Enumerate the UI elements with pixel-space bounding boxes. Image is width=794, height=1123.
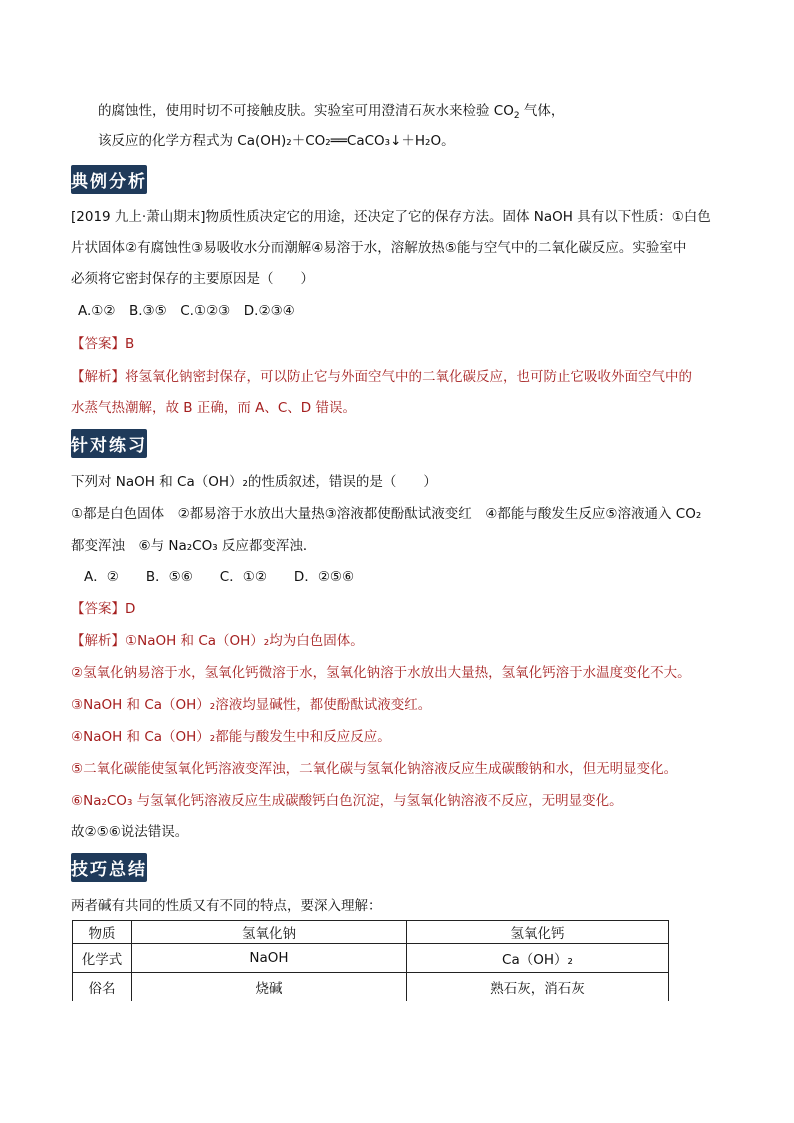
example-question-line-3: 必须将它密封保存的主要原因是（ ）: [71, 271, 314, 287]
intro-line-1: [98, 101, 564, 126]
section-badge-example: 典例分析: [71, 165, 147, 194]
example-analysis-line-2: 水蒸气热潮解，故 B 正确，而 A、C、D 错误。: [71, 400, 356, 416]
practice-question-line-2: ①都是白色固体 ②都易溶于水放出大量热③溶液都使酚酞试液变红 ④都能与酸发生反应⑤溶液通入 CO₂: [71, 506, 702, 522]
intro-line-1-text: 的腐蚀性，使用时切不可接触皮肤。实验室可用澄清石灰水来检验 CO: [98, 103, 514, 119]
table-header-row: [73, 921, 669, 944]
practice-analysis-line-6: ⑥Na₂CO₃ 与氢氧化钙溶液反应生成碳酸钙白色沉淀，与氢氧化钠溶液不反应，无明显变化。: [71, 793, 623, 809]
intro-line-2: 该反应的化学方程式为 Ca(OH)₂＋CO₂══CaCO₃↓＋H₂O。: [98, 133, 455, 149]
example-analysis-line-1: 【解析】将氢氧化钠密封保存，可以防止它与外面空气中的二氧化碳反应，也可防止它吸收外面空气中的: [71, 369, 692, 385]
intro-line-1-subscript: 2: [513, 111, 520, 121]
table-header-cell: 氢氧化钠: [132, 921, 407, 944]
example-question-line-2: 片状固体②有腐蚀性③易吸收水分而潮解④易溶于水，溶解放热⑤能与空气中的二氧化碳反应。实验室中: [71, 240, 687, 256]
table-cell: 熟石灰，消石灰: [407, 973, 669, 1002]
table-cell: 化学式: [73, 944, 132, 973]
example-answer: 【答案】B: [71, 336, 135, 352]
practice-analysis-line-1: 【解析】①NaOH 和 Ca（OH）₂均为白色固体。: [71, 633, 364, 649]
section-badge-practice: 针对练习: [71, 429, 147, 458]
practice-analysis-line-2: ②氢氧化钠易溶于水，氢氧化钙微溶于水，氢氧化钠溶于水放出大量热，氢氧化钙溶于水温度变化不大。: [71, 665, 691, 681]
practice-question-line-1: 下列对 NaOH 和 Ca（OH）₂的性质叙述，错误的是（ ）: [71, 474, 437, 490]
practice-options: A．② B．⑤⑥ C．①② D．②⑤⑥: [84, 569, 355, 585]
table-cell: 烧碱: [132, 973, 407, 1002]
practice-answer: 【答案】D: [71, 601, 136, 617]
table-header-cell: 氢氧化钙: [407, 921, 669, 944]
example-question-line-1: [2019 九上·萧山期末]物质性质决定它的用途，还决定了它的保存方法。固体 NaOH 具有以下性质：①白色: [71, 209, 711, 225]
practice-analysis-line-3: ③NaOH 和 Ca（OH）₂溶液均显碱性，都使酚酞试液变红。: [71, 697, 432, 713]
comparison-table: [72, 920, 669, 1001]
table-header-cell: 物质: [73, 921, 132, 944]
practice-analysis-line-4: ④NaOH 和 Ca（OH）₂都能与酸发生中和反应反应。: [71, 729, 391, 745]
intro-line-1-tail: 气体，: [519, 103, 565, 119]
table-cell: 俗名: [73, 973, 132, 1002]
table-cell: NaOH: [132, 944, 407, 973]
table-cell: Ca（OH）₂: [407, 944, 669, 973]
practice-question-line-3: 都变浑浊 ⑥与 Na₂CO₃ 反应都变浑浊．: [71, 538, 317, 554]
table-row: [73, 973, 669, 1002]
section-badge-summary: 技巧总结: [71, 853, 147, 882]
example-options: A.①② B.③⑤ C.①②③ D.②③④: [78, 303, 295, 319]
practice-analysis-conclusion: 故②⑤⑥说法错误。: [71, 824, 189, 840]
table-row: [73, 944, 669, 973]
practice-analysis-line-5: ⑤二氧化碳能使氢氧化钙溶液变浑浊，二氧化碳与氢氧化钠溶液反应生成碳酸钠和水，但无明显变化。: [71, 761, 678, 777]
summary-intro: 两者碱有共同的性质又有不同的特点，要深入理解：: [71, 898, 382, 914]
